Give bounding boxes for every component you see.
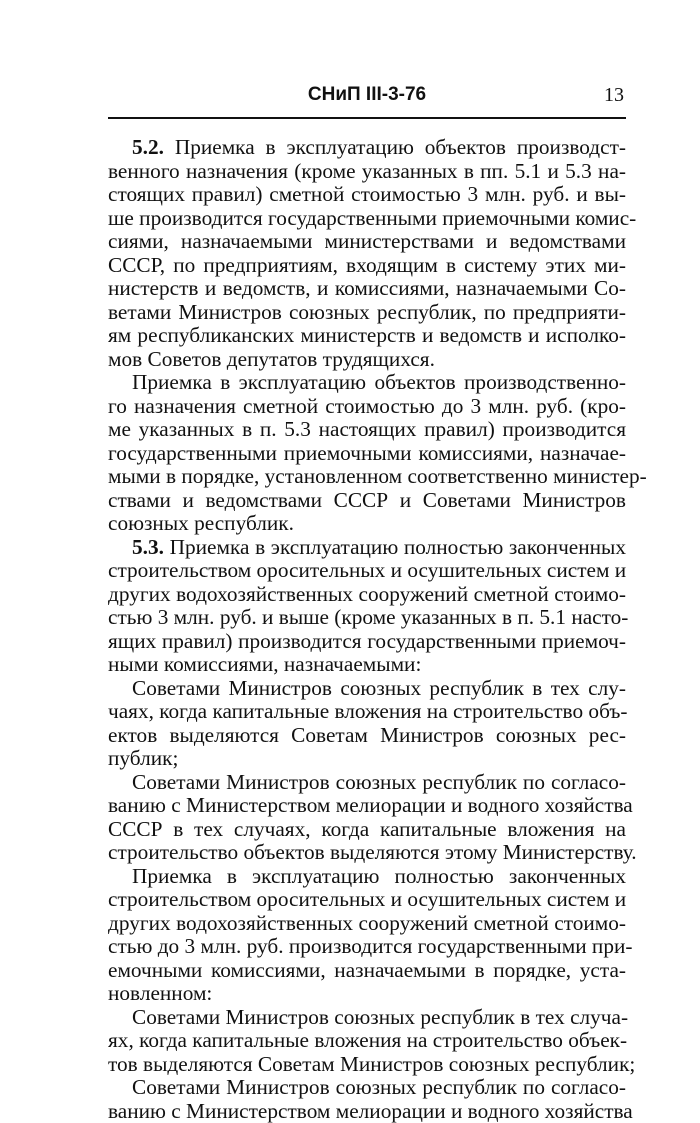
line-text: нистерств и ведомств, и комиссиями, назначаемыми Со- xyxy=(108,276,626,300)
text-line xyxy=(108,653,626,677)
paragraph xyxy=(108,677,626,771)
text-line xyxy=(108,301,626,325)
text-line xyxy=(108,207,626,231)
text-line xyxy=(108,841,626,865)
line-text: ям республиканских министерств и ведомств и исполко- xyxy=(108,323,626,347)
text-line xyxy=(108,230,626,254)
text-line xyxy=(108,912,626,936)
text-line xyxy=(108,1076,626,1100)
text-line xyxy=(108,818,626,842)
line-text: чаях, когда капитальные вложения на строительство объ- xyxy=(108,699,628,723)
text-line xyxy=(108,630,626,654)
text-line xyxy=(108,606,626,630)
text-line xyxy=(108,348,626,372)
line-text: Приемка в эксплуатацию полностью законченных xyxy=(132,864,626,888)
line-text: других водохозяйственных сооружений сметной стоимо- xyxy=(108,582,626,606)
line-text: ванию с Министерством мелиорации и водного хозяйства xyxy=(108,1099,633,1123)
text-line xyxy=(108,888,626,912)
line-text: ящих правил) производится государственными приемоч- xyxy=(108,629,626,653)
paragraph xyxy=(108,771,626,865)
text-line xyxy=(108,771,626,795)
text-line xyxy=(108,1006,626,1030)
line-text: Советами Министров союзных республик в тех слу- xyxy=(132,676,626,700)
text-line xyxy=(108,371,626,395)
line-text: ными комиссиями, назначаемыми: xyxy=(108,652,421,676)
text-line xyxy=(108,1100,626,1123)
text-line xyxy=(108,583,626,607)
line-text: Советами Министров союзных республик в тех случа- xyxy=(132,1005,628,1029)
line-text: СССР в тех случаях, когда капитальные вложения на xyxy=(108,817,626,841)
paragraph xyxy=(108,136,626,371)
line-text: строительством оросительных и осушительных систем и xyxy=(108,887,626,911)
line-text: стью до 3 млн. руб. производится государственными при- xyxy=(108,934,632,958)
line-text: Советами Министров союзных республик по согласо- xyxy=(132,1075,626,1099)
line-text: ектов выделяются Советам Министров союзных рес- xyxy=(108,723,626,747)
line-text: публик; xyxy=(108,746,178,770)
text-line xyxy=(108,677,626,701)
line-text: Советами Министров союзных республик по согласо- xyxy=(132,770,626,794)
text-line xyxy=(108,160,626,184)
line-text: ях, когда капитальные вложения на строительство объек- xyxy=(108,1028,627,1052)
line-text: Приемка в эксплуатацию объектов производственно- xyxy=(132,370,626,394)
text-line xyxy=(108,254,626,278)
line-text: Приемка в эксплуатацию объектов производст- xyxy=(164,135,626,159)
line-text: стью 3 млн. руб. и выше (кроме указанных в п. 5.1 насто- xyxy=(108,605,628,629)
text-line xyxy=(108,794,626,818)
text-line xyxy=(108,395,626,419)
line-text: союзных республик. xyxy=(108,511,294,535)
body-text xyxy=(108,136,626,1123)
line-text: ше производится государственными приемочными комис- xyxy=(108,206,636,230)
text-line xyxy=(108,418,626,442)
header-rule xyxy=(108,117,626,119)
line-text: ветами Министров союзных республик, по предприяти- xyxy=(108,300,626,324)
text-line xyxy=(108,489,626,513)
line-text: новленном: xyxy=(108,981,212,1005)
text-line xyxy=(108,442,626,466)
text-line xyxy=(108,1029,626,1053)
text-line xyxy=(108,465,626,489)
line-text: строительством оросительных и осушительных систем и xyxy=(108,558,626,582)
text-line xyxy=(108,183,626,207)
document-code: СНиП III-3-76 xyxy=(108,84,626,106)
line-text: государственными приемочными комиссиями, назначае- xyxy=(108,441,626,465)
text-line xyxy=(108,136,626,160)
text-line xyxy=(108,512,626,536)
line-text: тов выделяются Советам Министров союзных республик; xyxy=(108,1052,635,1076)
line-text: стоящих правил) сметной стоимостью 3 млн. руб. и вы- xyxy=(108,182,626,206)
line-text: мыми в порядке, установленном соответственно министер- xyxy=(108,464,647,488)
text-line xyxy=(108,959,626,983)
text-line xyxy=(108,536,626,560)
line-text: емочными комиссиями, назначаемыми в порядке, уста- xyxy=(108,958,626,982)
text-line xyxy=(108,747,626,771)
page-number: 13 xyxy=(604,84,624,107)
line-text: ме указанных в п. 5.3 настоящих правил) производится xyxy=(108,417,626,441)
text-line xyxy=(108,324,626,348)
page-header xyxy=(108,84,626,114)
text-line xyxy=(108,700,626,724)
text-line xyxy=(108,935,626,959)
text-line xyxy=(108,559,626,583)
line-text: других водохозяйственных сооружений сметной стоимо- xyxy=(108,911,626,935)
line-text: ствами и ведомствами СССР и Советами Министров xyxy=(108,488,626,512)
line-text: сиями, назначаемыми министерствами и ведомствами xyxy=(108,229,626,253)
text-line xyxy=(108,982,626,1006)
text-line xyxy=(108,277,626,301)
text-line xyxy=(108,865,626,889)
line-text: строительство объектов выделяются этому Министерству. xyxy=(108,840,637,864)
line-text: мов Советов депутатов трудящихся. xyxy=(108,347,435,371)
line-text: ванию с Министерством мелиорации и водного хозяйства xyxy=(108,793,633,817)
paragraph xyxy=(108,865,626,1006)
line-text: венного назначения (кроме указанных в пп. 5.1 и 5.3 на- xyxy=(108,159,626,183)
clause-number: 5.2. xyxy=(132,135,164,159)
paragraph xyxy=(108,1006,626,1077)
clause-number: 5.3. xyxy=(132,535,164,559)
text-line xyxy=(108,724,626,748)
text-line xyxy=(108,1053,626,1077)
line-text: го назначения сметной стоимостью до 3 млн. руб. (кро- xyxy=(108,394,626,418)
paragraph xyxy=(108,1076,626,1123)
line-text: СССР, по предприятиям, входящим в систему этих ми- xyxy=(108,253,626,277)
paragraph xyxy=(108,536,626,677)
line-text: Приемка в эксплуатацию полностью законченных xyxy=(164,535,626,559)
paragraph xyxy=(108,371,626,536)
